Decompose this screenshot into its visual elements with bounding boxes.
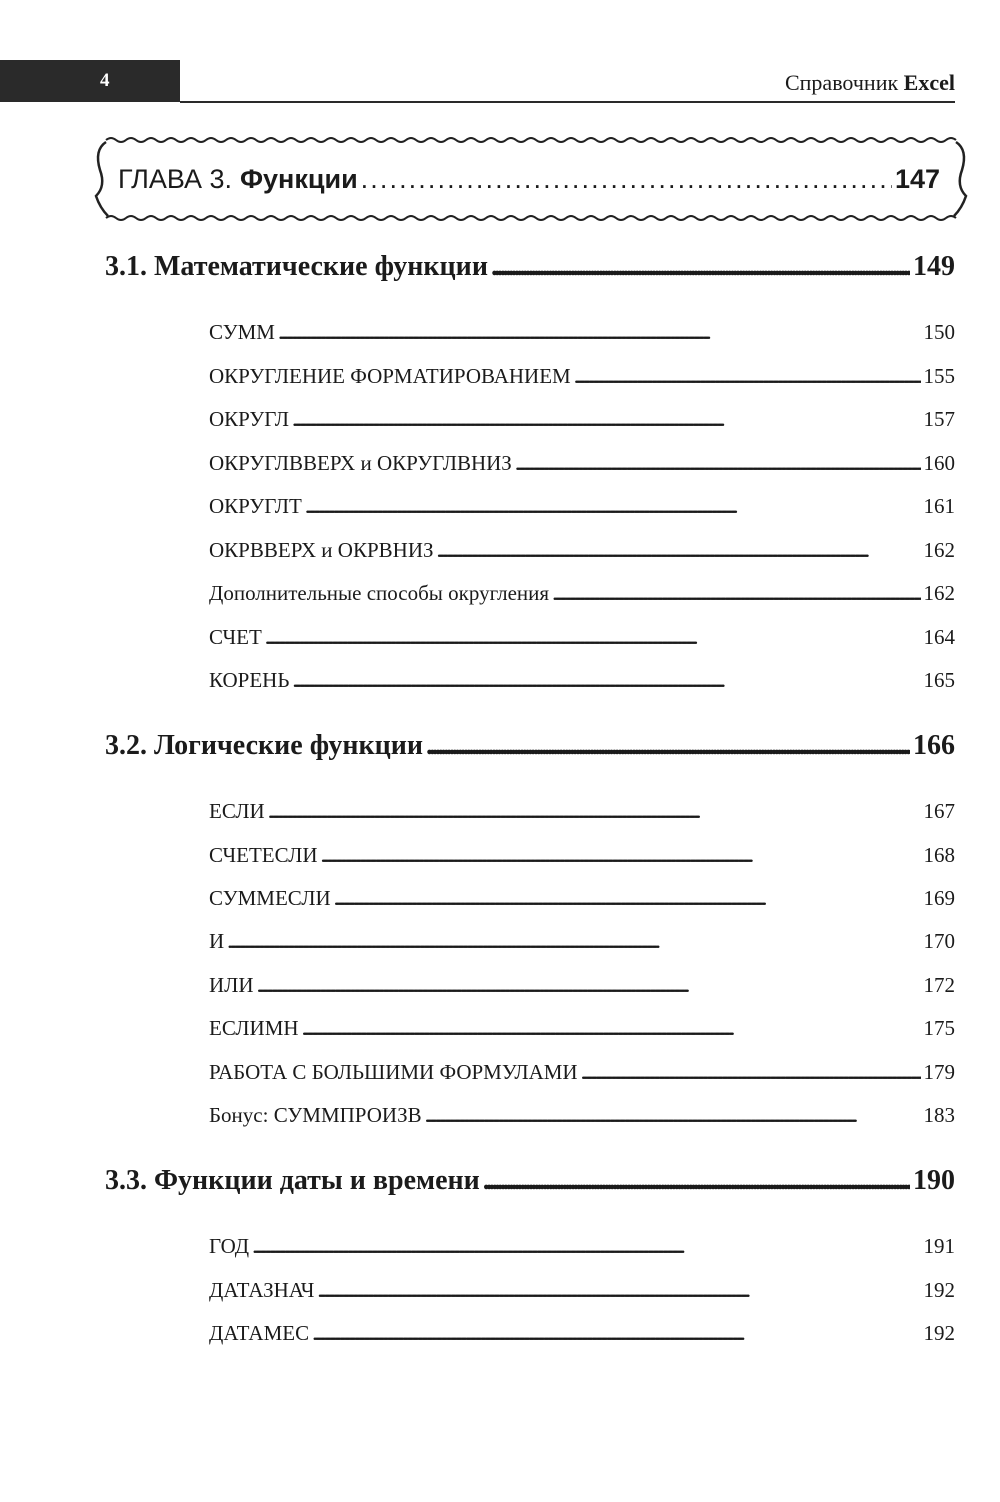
- dot-leader: [574, 364, 921, 389]
- dot-leader: [437, 538, 921, 563]
- dot-leader: [515, 451, 921, 476]
- header-rule: [180, 101, 955, 103]
- dot-leader: [361, 164, 892, 195]
- toc-item-page: 165: [923, 668, 955, 692]
- section-title: 3.3. Функции даты и времени: [105, 1165, 480, 1196]
- toc-item-label: СУММ: [209, 320, 275, 344]
- dot-leader: [321, 843, 921, 868]
- toc-item-page: 162: [923, 581, 955, 605]
- toc-item-label: ИЛИ: [209, 973, 254, 997]
- toc-item-label: И: [209, 929, 225, 953]
- toc-item-page: 164: [923, 625, 955, 649]
- book-title-bold: Excel: [903, 70, 955, 95]
- section-heading[interactable]: [105, 1165, 955, 1197]
- toc-item[interactable]: [209, 1278, 955, 1303]
- section-title: 3.2. Логические функции: [105, 730, 424, 761]
- toc-item-page: 169: [923, 886, 955, 910]
- toc-item[interactable]: [209, 494, 955, 519]
- dot-leader: [483, 1165, 910, 1197]
- section-title: 3.1. Математические функции: [105, 251, 488, 282]
- dot-leader: [227, 929, 920, 954]
- section-page: 149: [913, 251, 955, 282]
- dot-leader: [252, 1234, 920, 1259]
- dot-leader: [491, 251, 910, 283]
- toc-item-page: 150: [923, 320, 955, 344]
- toc-item-label: СЧЕТ: [209, 625, 262, 649]
- toc-item-label: СЧЕТЕСЛИ: [209, 843, 318, 867]
- toc-item[interactable]: [209, 929, 955, 954]
- dot-leader: [268, 799, 921, 824]
- book-title: [785, 70, 955, 96]
- toc-item-page: 160: [923, 451, 955, 475]
- page-header: [0, 60, 955, 104]
- toc-item[interactable]: [209, 538, 955, 563]
- toc-item[interactable]: [209, 451, 955, 476]
- toc-item-label: КОРЕНЬ: [209, 668, 290, 692]
- dot-leader: [426, 730, 910, 762]
- toc-item[interactable]: [209, 625, 955, 650]
- toc-item-page: 157: [923, 407, 955, 431]
- section-page: 190: [913, 1165, 955, 1196]
- section-heading[interactable]: [105, 730, 955, 762]
- page-number: 4: [100, 70, 110, 91]
- dot-leader: [552, 581, 920, 606]
- toc-item[interactable]: [209, 407, 955, 432]
- toc-item-page: 183: [923, 1103, 955, 1127]
- toc-item-page: 170: [923, 929, 955, 953]
- chapter-title: Функции: [239, 164, 358, 194]
- dot-leader: [581, 1060, 921, 1085]
- toc-item[interactable]: [209, 1103, 955, 1128]
- toc-item-page: 192: [923, 1321, 955, 1345]
- dot-leader: [334, 886, 921, 911]
- toc-item-page: 161: [923, 494, 955, 518]
- toc-item-label: ДАТАМЕС: [209, 1321, 310, 1345]
- chapter-page: 147: [894, 164, 940, 194]
- toc-item-label: ДАТАЗНАЧ: [209, 1278, 315, 1302]
- section-heading[interactable]: [105, 251, 955, 283]
- chapter-prefix: ГЛАВА 3.: [118, 164, 232, 194]
- toc-item-label: ОКРУГЛЕНИЕ ФОРМАТИРОВАНИЕМ: [209, 364, 571, 388]
- chapter-title-line[interactable]: [118, 164, 940, 195]
- toc-item[interactable]: [209, 1234, 955, 1259]
- toc-item-label: ГОД: [209, 1234, 250, 1258]
- toc-item[interactable]: [209, 581, 955, 606]
- dot-leader: [278, 320, 921, 345]
- book-title-plain: Справочник: [784, 70, 899, 95]
- toc-item-label: ОКРУГЛВВЕРХ и ОКРУГЛВНИЗ: [209, 451, 512, 475]
- toc-item[interactable]: [209, 1321, 955, 1346]
- toc-item-label: ЕСЛИМН: [209, 1016, 299, 1040]
- toc-item-label: Бонус: СУММПРОИЗВ: [209, 1103, 422, 1127]
- chapter-heading-box: [92, 128, 970, 228]
- toc-item[interactable]: [209, 973, 955, 998]
- toc-item-page: 167: [923, 799, 955, 823]
- toc-item-page: 192: [923, 1278, 955, 1302]
- toc-item-page: 175: [923, 1016, 955, 1040]
- dot-leader: [302, 1016, 921, 1041]
- toc-item-label: ОКРУГЛТ: [209, 494, 302, 518]
- toc-item[interactable]: [209, 364, 955, 389]
- toc-item[interactable]: [209, 843, 955, 868]
- dot-leader: [292, 668, 920, 693]
- dot-leader: [312, 1321, 920, 1346]
- toc-item-page: 162: [923, 538, 955, 562]
- dot-leader: [265, 625, 921, 650]
- toc-item-label: Дополнительные способы округления: [209, 581, 550, 605]
- toc-item-label: ОКРУГЛ: [209, 407, 290, 431]
- toc-item[interactable]: [209, 886, 955, 911]
- dot-leader: [292, 407, 920, 432]
- toc-item-label: ОКРВВЕРХ и ОКРВНИЗ: [209, 538, 434, 562]
- toc-item[interactable]: [209, 1016, 955, 1041]
- dot-leader: [317, 1278, 920, 1303]
- toc-item[interactable]: [209, 799, 955, 824]
- page-number-block: [0, 60, 180, 102]
- toc-item[interactable]: [209, 320, 955, 345]
- toc-item-page: 191: [923, 1234, 955, 1258]
- toc-item-label: СУММЕСЛИ: [209, 886, 331, 910]
- toc-item[interactable]: [209, 1060, 955, 1085]
- dot-leader: [425, 1103, 921, 1128]
- toc-item-page: 172: [923, 973, 955, 997]
- dot-leader: [257, 973, 921, 998]
- toc-item-page: 179: [923, 1060, 955, 1084]
- toc-item-page: 155: [923, 364, 955, 388]
- toc-item-label: ЕСЛИ: [209, 799, 265, 823]
- section-page: 166: [913, 730, 955, 761]
- dot-leader: [305, 494, 921, 519]
- toc-item[interactable]: [209, 668, 955, 693]
- toc-item-label: РАБОТА С БОЛЬШИМИ ФОРМУЛАМИ: [209, 1060, 578, 1084]
- toc-item-page: 168: [923, 843, 955, 867]
